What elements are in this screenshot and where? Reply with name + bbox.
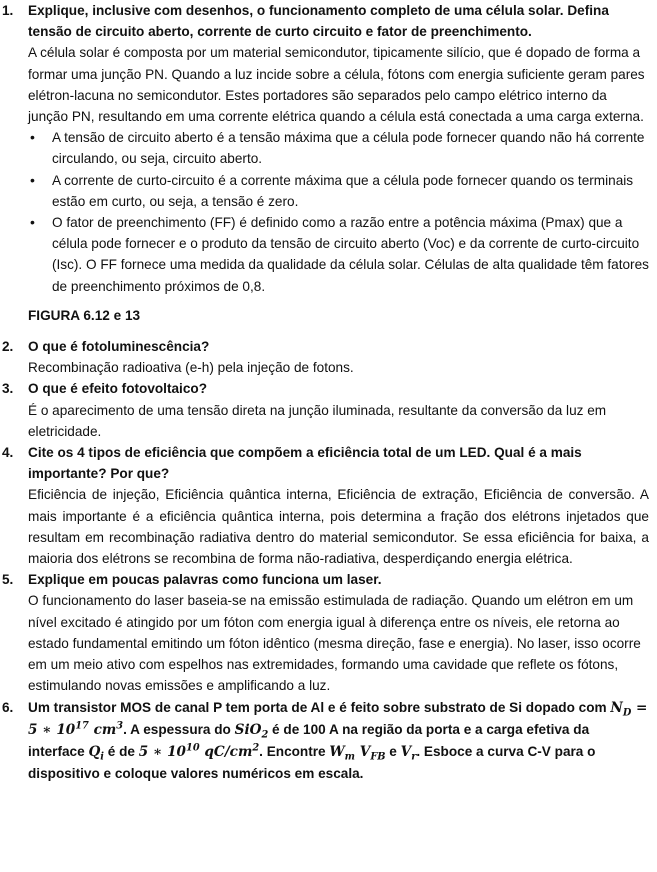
- question-text: . Esboce a curva C-V para o dispositivo e coloque valores numéricos em escala.: [28, 743, 596, 782]
- interface-charge-value: 5 ∗ $10^{10}$ $qC/cm^2$: [138, 742, 260, 760]
- question-title: Explique em poucas palavras como funciona um laser.: [28, 572, 382, 588]
- question-5: [0, 569, 657, 696]
- answer-text: O funcionamento do laser baseia-se na emissão estimulada de radiação. Quando um elétron em um nível excitado é atingido por um fóton com energia igual à diferença entre os níveis, ele retorna ao estado fundamental emitindo um fóton idêntico (mesma direção, fase e energia). No laser, isso ocorre em um meio ativo com espelhos nas extremidades, formando uma cavidade que reflete os fótons, estimulando novas emissões e amplificando a luz.: [28, 593, 641, 694]
- question-1: [0, 0, 657, 127]
- question-title: O que é fotoluminescência?: [28, 339, 210, 355]
- question-3: [0, 378, 657, 442]
- question-title: O que é efeito fotovoltaico?: [28, 381, 207, 397]
- question-title: [28, 697, 649, 785]
- question-2: [0, 336, 657, 378]
- list-item: • O fator de preenchimento (FF) é definido como a razão entre a potência máxima (Pmax) que a célula pode fornecer e o produto da tensão de circuito aberto (Voc) e da corrente de curto-circuito (Isc). O FF fornece uma medida da qualidade da célula solar. Células de alta qualidade têm fatores de preenchimento próximos de 0,8.: [0, 212, 657, 297]
- oxide-formula: SiO$_2$: [234, 721, 269, 741]
- interface-charge-symbol: $Q_i$: [88, 743, 105, 763]
- question-4: [0, 442, 657, 569]
- answer-text: Recombinação radioativa (e-h) pela injeção de fotons.: [28, 360, 354, 376]
- answer-text: Eficiência de injeção, Eficiência quântica interna, Eficiência de extração, Eficiência de conversão. A mais importante é a eficiência quântica interna, pois determina a fração dos elétrons injetados que resultam em recombinação radiativa dentro do material semicondutor. Se essa eficiência for baixa, a maioria dos elétrons se recombina de forma não-radiativa, desperdiçando energia elétrica.: [28, 487, 649, 567]
- question-title: Explique, inclusive com desenhos, o funcionamento completo de uma célula solar. Defina tensão de circuito aberto, corrente de curto circuito e fator de preenchimento.: [28, 3, 609, 40]
- question-number: 3.: [2, 381, 14, 397]
- question-number: 5.: [2, 572, 14, 588]
- answer-text: É o aparecimento de uma tensão direta na junção iluminada, resultante da conversão da luz em eletricidade.: [28, 402, 607, 439]
- question-number: 2.: [2, 339, 14, 355]
- doping-formula: $N_D = 5$ ∗ $10^{17}$ $cm^3$: [28, 699, 648, 738]
- list-item: • A corrente de curto-circuito é a corrente máxima que a célula pode fornecer quando os terminais estão em curto, ou seja, a tensão é zero.: [0, 170, 657, 212]
- figure-reference: FIGURA 6.12 e 13: [28, 307, 141, 323]
- question-number: 6.: [2, 699, 14, 715]
- question-text: . A espessura do: [123, 721, 235, 737]
- question-number: 1.: [2, 3, 14, 18]
- question-text: . Encontre: [259, 743, 330, 759]
- unknowns-formula: $W_m$ $V_{FB}$: [329, 743, 386, 763]
- question-text: Um transistor MOS de canal P tem porta de Al e é feito sobre substrato de Si dopado com: [28, 699, 607, 715]
- answer-text: A célula solar é composta por um material semicondutor, tipicamente silício, que é dopado de forma a formar uma junção PN. Quando a luz incide sobre a célula, fótons com energia suficiente geram pares elétron-lacuna no semicondutor. Estes portadores são separados pelo campo elétrico interno da junção PN, resultando em uma corrente elétrica quando a célula está conectada a uma carga externa.: [28, 45, 645, 125]
- question-text: é de: [104, 743, 139, 759]
- question-text: e: [385, 743, 401, 759]
- question-6: [0, 697, 657, 785]
- bullet-list: [0, 127, 657, 297]
- list-item: • A tensão de circuito aberto é a tensão máxima que a célula pode fornecer quando não há corrente circulando, ou seja, circuito aberto.: [0, 127, 657, 169]
- question-text: é de 100 A na região da porta e a carga efetiva da interface: [28, 721, 590, 759]
- question-number: 4.: [2, 445, 14, 461]
- threshold-symbol: $V_r$: [400, 743, 417, 763]
- question-title: Cite os 4 tipos de eficiência que compõem a eficiência total de um LED. Qual é a mais importante? Por que?: [28, 445, 582, 482]
